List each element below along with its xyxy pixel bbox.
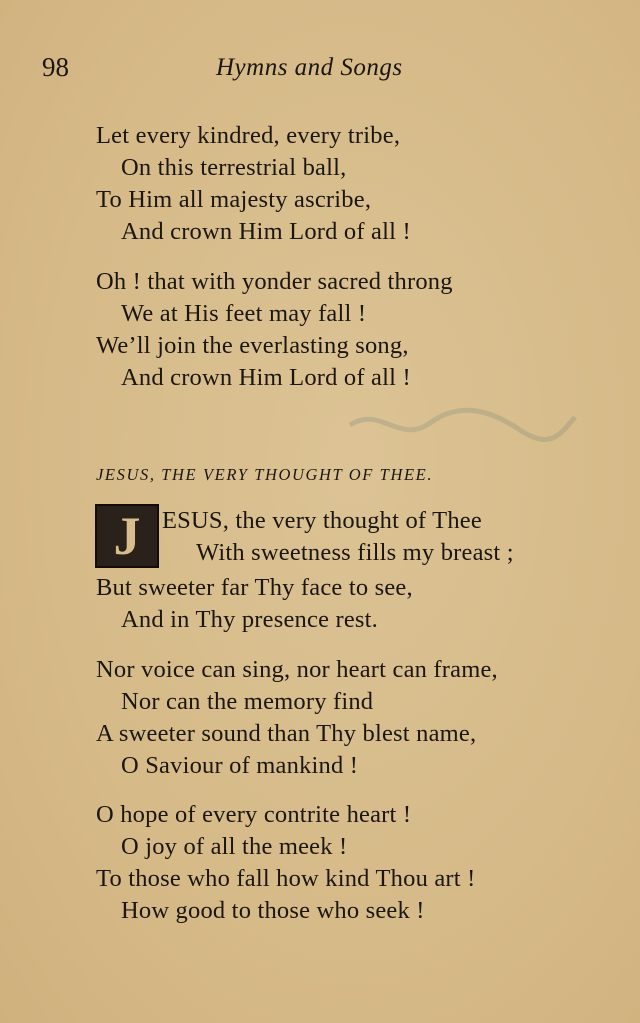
page-number: 98	[42, 52, 69, 82]
verse-line: To Him all majesty ascribe,	[96, 186, 372, 213]
drop-cap	[95, 504, 159, 568]
ink-bleed-through	[340, 395, 580, 455]
verse-line: Nor can the memory find	[121, 688, 374, 715]
verse-line: A sweeter sound than Thy blest name,	[96, 720, 477, 747]
stanza-2	[96, 266, 616, 394]
page-header	[0, 52, 640, 88]
stanza-1	[96, 120, 616, 248]
verse-line: Nor voice can sing, nor heart can frame,	[96, 656, 498, 683]
verse-line: O hope of every contrite heart !	[96, 801, 412, 828]
verse-line: How good to those who seek !	[121, 897, 425, 924]
verse-line: We’ll join the everlasting song,	[96, 332, 409, 359]
hymn-stanza-3	[96, 799, 616, 927]
verse-line: We at His feet may fall !	[121, 300, 367, 327]
hymn-stanza-2	[96, 654, 616, 782]
verse-line: But sweeter far Thy face to see,	[96, 574, 413, 601]
drop-cap-letter: J	[113, 506, 141, 566]
verse-line: To those who fall how kind Thou art !	[96, 865, 476, 892]
verse-line: Let every kindred, every tribe,	[96, 122, 401, 149]
hymn-title: JESUS, THE VERY THOUGHT OF THEE.	[96, 465, 434, 484]
verse-line: And in Thy presence rest.	[121, 606, 378, 633]
verse-line: Oh ! that with yonder sacred throng	[96, 268, 453, 295]
verse-line: And crown Him Lord of all !	[121, 218, 411, 245]
verse-line: On this terrestrial ball,	[121, 154, 347, 181]
verse-line: With sweetness fills my breast ;	[196, 539, 514, 566]
verse-line: O Saviour of mankind !	[121, 752, 359, 779]
hymn-stanza-1-rest	[96, 572, 616, 636]
verse-line: And crown Him Lord of all !	[121, 364, 411, 391]
verse-line: ESUS, the very thought of Thee	[162, 507, 482, 534]
verse-line: O joy of all the meek !	[121, 833, 348, 860]
running-title: Hymns and Songs	[216, 54, 403, 81]
